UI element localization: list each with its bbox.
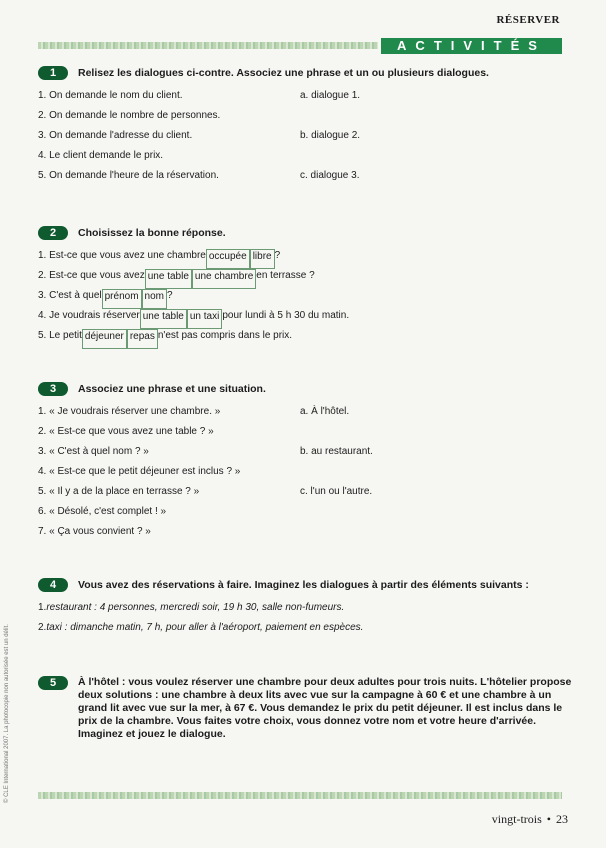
exercise-1-rows: [38, 89, 573, 189]
list-item: [38, 89, 573, 109]
exercise-number: 4: [38, 578, 68, 592]
page-footer: vingt-trois • 23: [491, 812, 568, 826]
item-left: 6. « Désolé, c'est complet ! »: [38, 506, 167, 517]
exercise-instruction: Relisez les dialogues ci-contre. Associez une phrase et un ou plusieurs dialogues.: [78, 67, 489, 79]
choice-row: 4. Je voudrais réserver une table un taxi pour lundi à 5 h 30 du matin.: [38, 309, 573, 329]
choice-option: libre: [250, 249, 275, 269]
exercise-3-rows: [38, 405, 573, 545]
exercise-instruction: À l'hôtel : vous voulez réserver une chambre pour deux adultes pour trois nuits. L'hôtelier propose deux solutions : une chambre à deux lits avec vue sur la campagne à 60 € et une chambre à un grand lit avec vue sur la mer, à 67 €. Vous demandez le prix du petit déjeuner. Il est inclus dans le prix de la chambre. Vous faites votre choix, vous donnez votre nom et votre heure d'arrivée. Imaginez et jouez le dialogue.: [78, 676, 572, 740]
decorative-band-top: [38, 42, 378, 49]
item-right: c. l'un ou l'autre.: [300, 486, 373, 497]
choice-option: prénom: [102, 289, 142, 309]
list-item: [38, 525, 573, 545]
list-item: [38, 465, 573, 485]
list-item: [38, 109, 573, 129]
choice-option: un taxi: [187, 309, 222, 329]
list-item: [38, 149, 573, 169]
copyright-note: © CLE International 2007. La photocopie non autorisée est un délit.: [4, 624, 10, 803]
activites-banner: ACTIVITÉS: [381, 38, 562, 54]
item-left: 2. « Est-ce que vous avez une table ? »: [38, 426, 214, 437]
list-item: 2. taxi : dimanche matin, 7 h, pour aller à l'aéroport, paiement en espèces.: [38, 622, 364, 633]
item-left: 3. On demande l'adresse du client.: [38, 130, 193, 141]
choice-row: 1. Est-ce que vous avez une chambre occupée libre ?: [38, 249, 573, 269]
exercise-5: [38, 676, 573, 750]
item-right: a. À l'hôtel.: [300, 406, 350, 417]
exercise-number: 2: [38, 226, 68, 240]
choice-option: occupée: [206, 249, 250, 269]
list-item: [38, 405, 573, 425]
item-left: 4. « Est-ce que le petit déjeuner est inclus ? »: [38, 466, 241, 477]
item-left: 7. « Ça vous convient ? »: [38, 526, 151, 537]
choice-option: déjeuner: [82, 329, 127, 349]
list-item: [38, 169, 573, 189]
exercise-number: 1: [38, 66, 68, 80]
choice-option: une chambre: [192, 269, 256, 289]
list-item: [38, 425, 573, 445]
item-left: 2. On demande le nombre de personnes.: [38, 110, 221, 121]
item-right: b. au restaurant.: [300, 446, 373, 457]
item-left: 5. On demande l'heure de la réservation.: [38, 170, 219, 181]
choice-option: une table: [140, 309, 187, 329]
page-number: 23: [556, 812, 568, 826]
decorative-band-bottom: [38, 792, 562, 799]
item-left: 4. Le client demande le prix.: [38, 150, 164, 161]
choice-option: une table: [145, 269, 192, 289]
exercise-3: [38, 382, 573, 545]
list-item: [38, 129, 573, 149]
exercise-2: [38, 226, 573, 349]
page-word: vingt-trois: [491, 812, 542, 826]
running-head: RÉSERVER: [496, 14, 560, 26]
exercise-1: [38, 66, 573, 189]
list-item: [38, 445, 573, 465]
exercise-number: 5: [38, 676, 68, 690]
item-left: 1. « Je voudrais réserver une chambre. »: [38, 406, 221, 417]
choice-option: nom: [142, 289, 167, 309]
list-item: [38, 505, 573, 525]
item-right: a. dialogue 1.: [300, 90, 361, 101]
item-left: 5. « Il y a de la place en terrasse ? »: [38, 486, 200, 497]
exercise-number: 3: [38, 382, 68, 396]
item-right: c. dialogue 3.: [300, 170, 360, 181]
list-item: [38, 485, 573, 505]
choice-row: 2. Est-ce que vous avez une table une chambre en terrasse ?: [38, 269, 573, 289]
item-right: b. dialogue 2.: [300, 130, 361, 141]
choice-row: 3. C'est à quel prénom nom ?: [38, 289, 573, 309]
list-item: 1. restaurant : 4 personnes, mercredi soir, 19 h 30, salle non-fumeurs.: [38, 602, 345, 613]
exercise-instruction: Choisissez la bonne réponse.: [78, 227, 226, 239]
exercise-instruction: Associez une phrase et une situation.: [78, 383, 266, 395]
choice-row: 5. Le petit déjeuner repas n'est pas compris dans le prix.: [38, 329, 573, 349]
item-left: 3. « C'est à quel nom ? »: [38, 446, 149, 457]
choice-option: repas: [127, 329, 158, 349]
exercise-instruction: Vous avez des réservations à faire. Imaginez les dialogues à partir des éléments suivants :: [78, 579, 529, 591]
item-left: 1. On demande le nom du client.: [38, 90, 183, 101]
exercise-4: [38, 578, 573, 641]
